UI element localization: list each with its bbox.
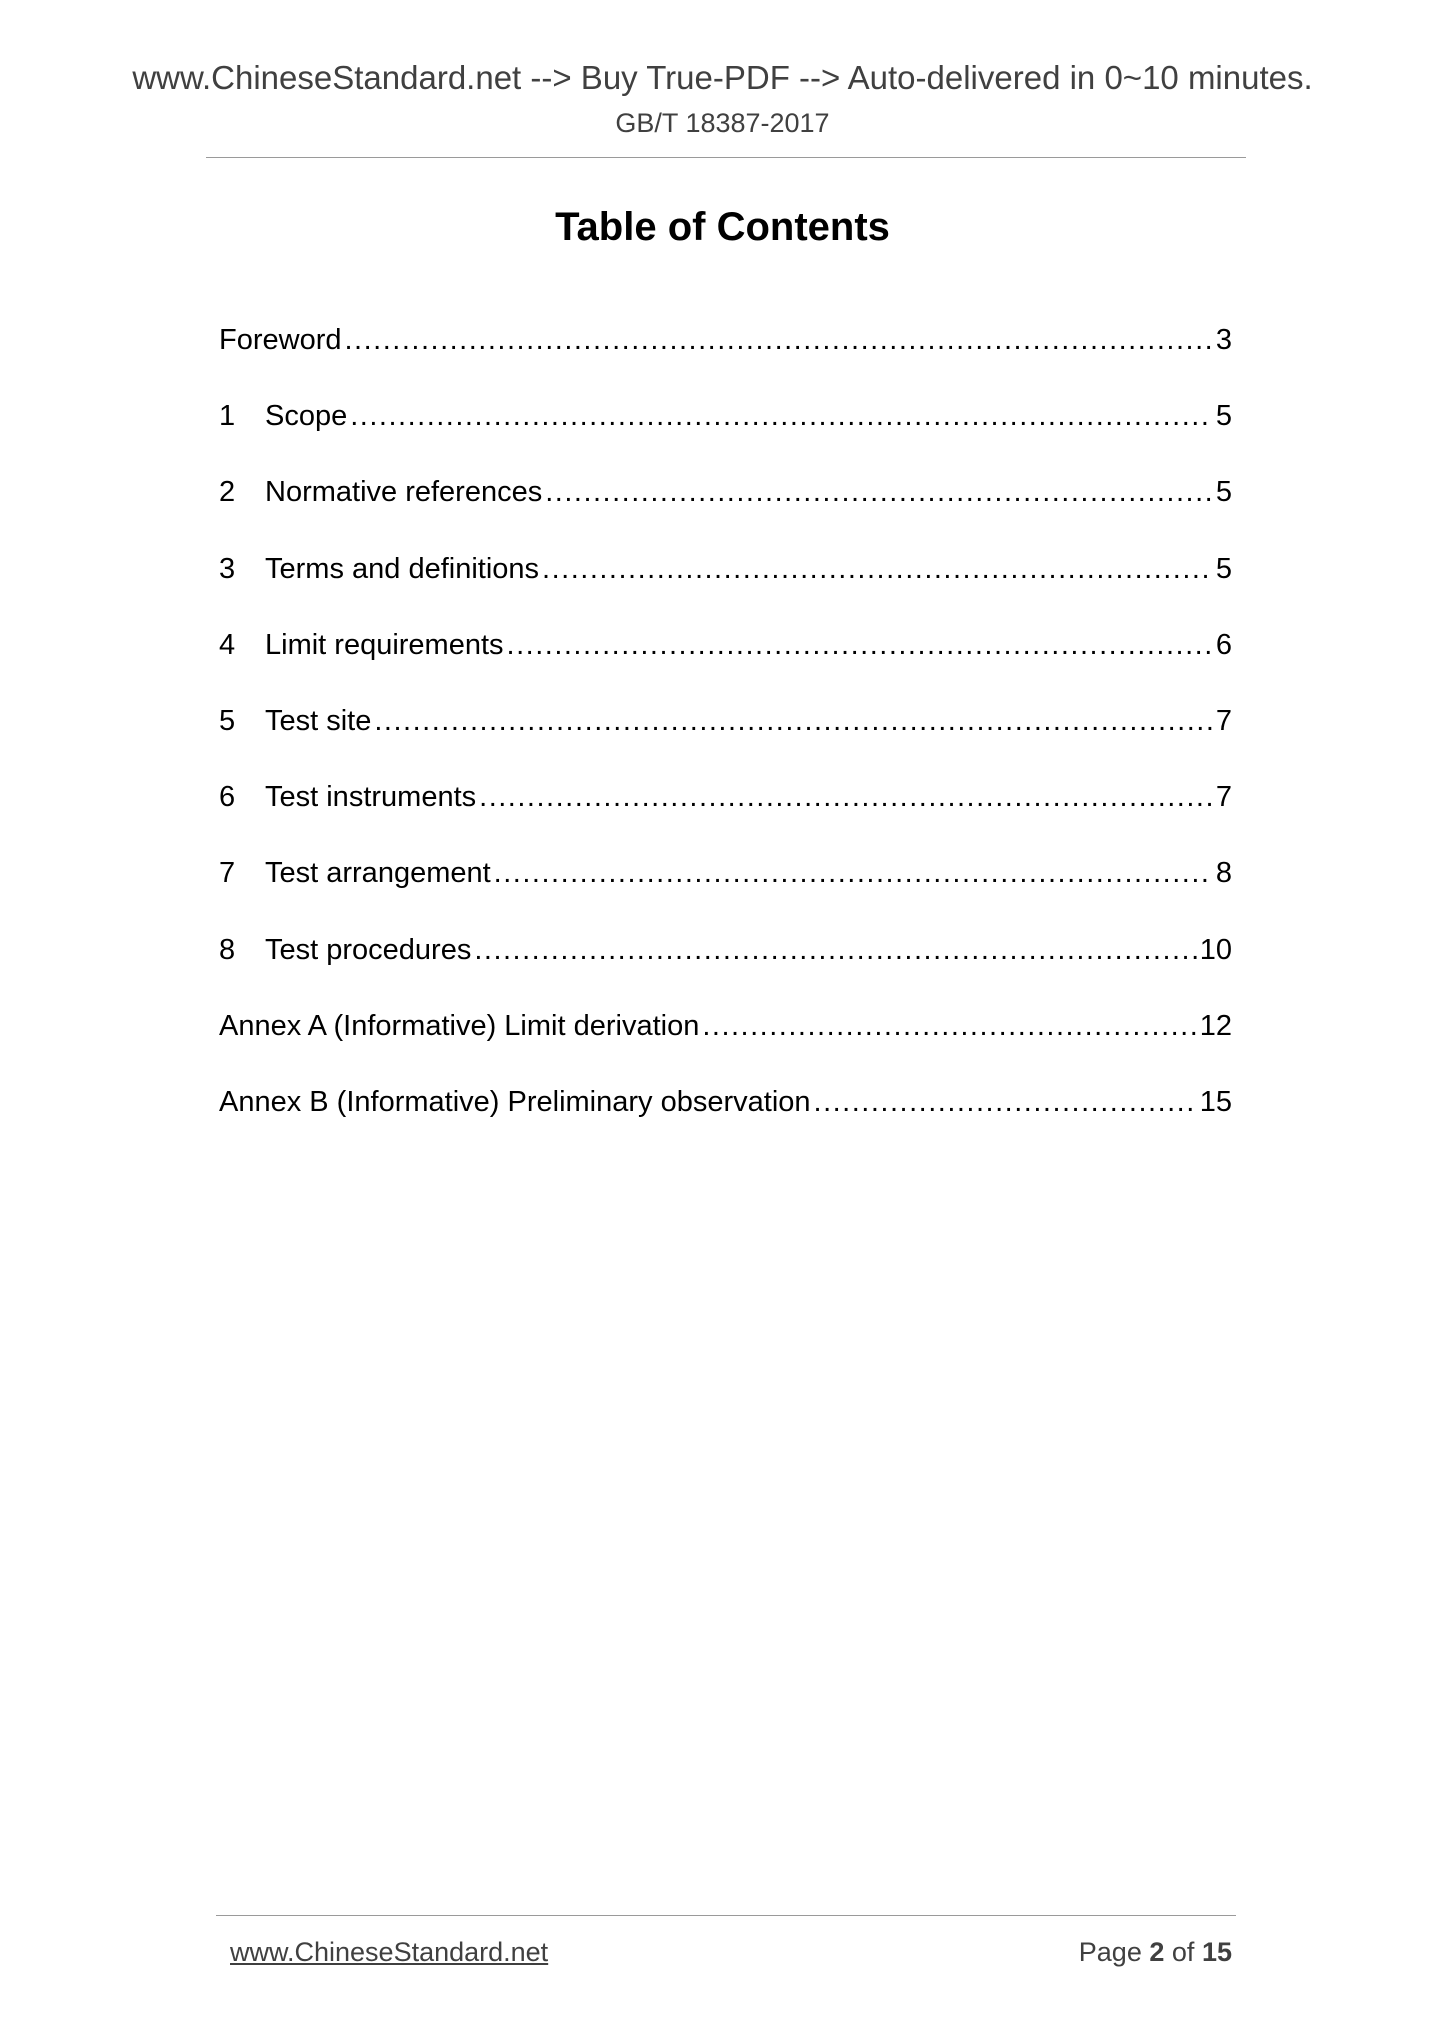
- toc-entry-annex-b[interactable]: [219, 1082, 1232, 1158]
- toc-dot-leader: [474, 930, 1196, 970]
- toc-entry-label: Test site: [265, 704, 372, 737]
- toc-dot-leader: [545, 472, 1213, 512]
- toc-entry-page: 5: [1215, 400, 1232, 433]
- toc-entry-number: 4: [219, 628, 236, 661]
- toc-entry-normative-references[interactable]: [219, 472, 1232, 548]
- toc-entry-page: 5: [1215, 476, 1232, 509]
- toc-entry-scope[interactable]: [219, 396, 1232, 472]
- toc-entry-page: 3: [1215, 324, 1232, 356]
- toc-entry-label: Test arrangement: [265, 857, 491, 890]
- toc-entry-number: 5: [219, 704, 236, 737]
- toc-entry-test-procedures[interactable]: [219, 930, 1232, 1006]
- toc-entry-number: 8: [219, 933, 236, 966]
- page-title: Table of Contents: [555, 205, 890, 249]
- page-total: 15: [1201, 1937, 1232, 1967]
- toc-entry-test-site[interactable]: [219, 701, 1232, 777]
- toc-entry-page: 7: [1215, 781, 1232, 814]
- toc-entry-annex-a[interactable]: [219, 1006, 1232, 1082]
- toc-list: [219, 320, 1232, 1158]
- toc-entry-label: Annex A (Informative) Limit derivation: [219, 1009, 700, 1042]
- toc-entry-page: 5: [1215, 552, 1232, 585]
- toc-entry-number: 2: [219, 476, 236, 509]
- page-current: 2: [1149, 1937, 1165, 1967]
- toc-dot-leader: [345, 320, 1213, 360]
- toc-entry-label: Limit requirements: [265, 628, 504, 661]
- toc-dot-leader: [350, 396, 1213, 436]
- toc-entry-test-instruments[interactable]: [219, 777, 1232, 853]
- footer-page-number: [1079, 1935, 1232, 1969]
- toc-dot-leader: [814, 1082, 1197, 1122]
- toc-dot-leader: [542, 549, 1213, 589]
- toc-entry-label: Normative references: [265, 476, 543, 509]
- toc-entry-page: 15: [1199, 1085, 1232, 1118]
- footer-divider: [216, 1915, 1236, 1916]
- toc-entry-foreword[interactable]: [219, 320, 1232, 396]
- toc-entry-number: 7: [219, 857, 236, 890]
- header-banner: www.ChineseStandard.net --> Buy True-PDF --> Auto-delivered in 0~10 minutes.: [132, 59, 1313, 96]
- toc-entry-number: 1: [219, 400, 236, 433]
- toc-entry-label: Test instruments: [265, 781, 477, 814]
- toc-dot-leader: [702, 1006, 1196, 1046]
- toc-entry-page: 6: [1215, 628, 1232, 661]
- toc-entry-label: Foreword: [219, 324, 342, 356]
- toc-entry-page: 8: [1215, 857, 1232, 890]
- page-of: of: [1171, 1937, 1195, 1967]
- page-prefix: Page: [1078, 1937, 1142, 1967]
- toc-entry-terms-and-definitions[interactable]: [219, 549, 1232, 625]
- toc-dot-leader: [479, 777, 1213, 817]
- toc-entry-label: Annex B (Informative) Preliminary observation: [219, 1085, 811, 1118]
- toc-entry-number: 3: [219, 552, 236, 585]
- toc-entry-label: Terms and definitions: [265, 552, 540, 585]
- toc-dot-leader: [507, 625, 1213, 665]
- toc-dot-leader: [374, 701, 1212, 741]
- header-divider: [206, 157, 1246, 158]
- toc-entry-page: 7: [1215, 704, 1232, 737]
- toc-entry-page: 10: [1199, 933, 1232, 966]
- toc-entry-limit-requirements[interactable]: [219, 625, 1232, 701]
- toc-entry-test-arrangement[interactable]: [219, 853, 1232, 929]
- toc-dot-leader: [494, 853, 1213, 893]
- toc-entry-number: 6: [219, 781, 236, 814]
- toc-entry-label: Test procedures: [265, 933, 472, 966]
- footer-site-link[interactable]: www.ChineseStandard.net: [230, 1937, 549, 1967]
- document-code: GB/T 18387-2017: [615, 108, 830, 138]
- toc-entry-page: 12: [1199, 1009, 1232, 1042]
- toc-entry-label: Scope: [265, 400, 348, 433]
